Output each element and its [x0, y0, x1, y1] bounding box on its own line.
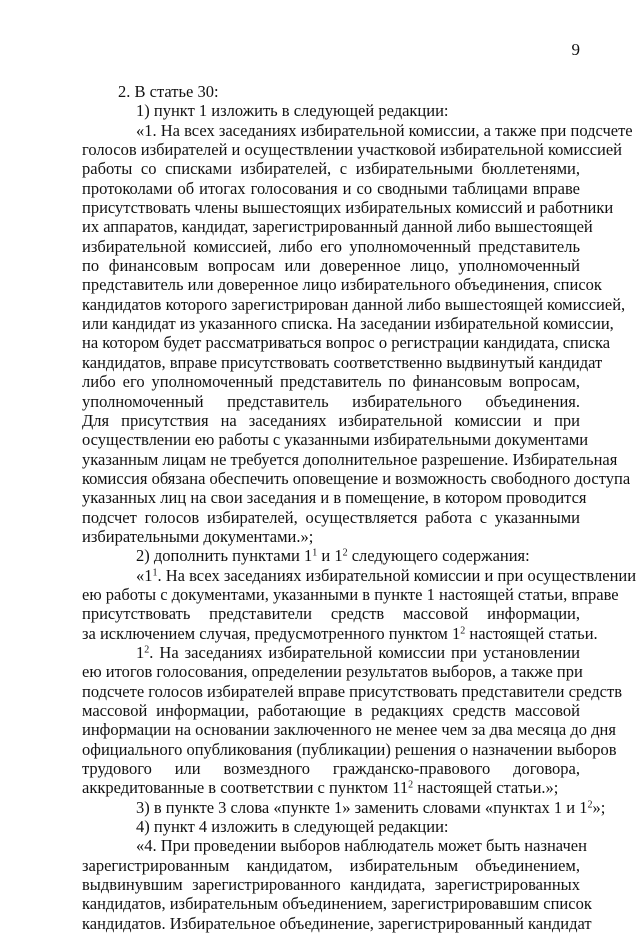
paragraph-line: кандидатов, избирательным объединением, зарегистрировавшим список: [82, 894, 592, 914]
paragraph-line: подсчет голосов избирателей, осуществляется работа с указанными: [82, 507, 580, 527]
paragraph-line: или кандидат из указанного списка. На заседании избирательной комиссии,: [82, 314, 614, 334]
paragraph-line: представитель или доверенное лицо избирательного объединения, список: [82, 275, 602, 295]
document-body: [82, 82, 637, 933]
paragraph-line: кандидатов, вправе присутствовать соответственно выдвинутый кандидат: [82, 352, 603, 372]
paragraph-line: протоколами об итогах голосования и со сводными таблицами вправе: [82, 178, 580, 198]
paragraph-line: «4. При проведении выборов наблюдатель может быть назначен: [136, 836, 587, 856]
paragraph-line: ею итогов голосования, определении результатов выборов, а также при: [82, 662, 583, 682]
paragraph-line: официального опубликования (публикации) решения о назначении выборов: [82, 739, 617, 759]
paragraph-line: голосов избирателей и осуществлении участковой избирательной комиссией: [82, 140, 623, 160]
paragraph-line: массовой информации, работающие в редакциях средств массовой: [82, 701, 580, 720]
paragraph-line: подсчете голосов избирателей вправе присутствовать представители средств: [82, 681, 623, 701]
paragraph-line: присутствовать представители средств массовой информации,: [82, 604, 580, 624]
paragraph-line: $1^2$. На заседаниях избирательной комиссии при установлении: [136, 642, 580, 662]
item-3-heading: 3) в пункте 3 слова «пункте 1» заменить словами «пунктах 1 и $1^2$»;: [136, 797, 606, 817]
paragraph-line: избирательными документами.»;: [82, 526, 314, 546]
paragraph-line: либо его уполномоченный представитель по финансовым вопросам,: [82, 372, 580, 392]
item-4-heading: 4) пункт 4 изложить в следующей редакции:: [136, 817, 449, 837]
paragraph-line: зарегистрированным кандидатом, избирательным объединением,: [82, 855, 580, 875]
paragraph-line: указанных лиц на свои заседания и в помещение, в котором проводится: [82, 488, 587, 508]
paragraph-line: осуществлении ею работы с указанными избирательными документами: [82, 430, 589, 450]
paragraph-line: «$1^1$. На всех заседаниях избирательной комиссии и при осуществлении: [136, 565, 637, 585]
item-2-heading: 2) дополнить пунктами $1^1$ и $1^2$ следующего содержания:: [136, 546, 530, 566]
paragraph-line: работы со списками избирателей, с избирательными бюллетенями,: [82, 159, 580, 179]
paragraph-line: аккредитованные в соответствии с пунктом $11^2$ настоящей статьи.»;: [82, 778, 559, 798]
item-1-heading: 1) пункт 1 изложить в следующей редакции:: [136, 101, 449, 121]
paragraph-line: комиссия обязана обеспечить оповещение и возможность свободного доступа: [82, 468, 631, 488]
paragraph-line: кандидатов. Избирательное объединение, зарегистрированный кандидат: [82, 913, 592, 933]
paragraph-line: уполномоченный представитель избирательного объединения.: [82, 391, 580, 411]
paragraph-line: выдвинувшим зарегистрированного кандидата, зарегистрированных: [82, 875, 580, 895]
paragraph-line: информации на основании заключенного не менее чем за два месяца до дня: [82, 720, 616, 740]
paragraph-line: трудового или возмездного гражданско-правового договора,: [82, 759, 580, 779]
paragraph-line: «1. На всех заседаниях избирательной комиссии, а также при подсчете: [136, 120, 633, 140]
paragraph-line: за исключением случая, предусмотренного пунктом $1^2$ настоящей статьи.: [82, 623, 598, 643]
paragraph-line: указанным лицам не требуется дополнительное разрешение. Избирательная: [82, 449, 618, 469]
paragraph-line: их аппаратов, кандидат, зарегистрированный данной либо вышестоящей: [82, 217, 593, 237]
paragraph-line: на котором будет рассматриваться вопрос о регистрации кандидата, списка: [82, 333, 611, 353]
paragraph-line: Для присутствия на заседаниях избирательной комиссии и при: [82, 410, 580, 430]
paragraph-line: присутствовать члены вышестоящих избирательных комиссий и работники: [82, 198, 614, 218]
paragraph-line: по финансовым вопросам или доверенное лицо, уполномоченный: [82, 256, 580, 276]
paragraph-line: ею работы с документами, указанными в пункте 1 настоящей статьи, вправе: [82, 584, 619, 604]
article-heading: 2. В статье 30:: [118, 82, 219, 101]
paragraph-line: избирательной комиссией, либо его уполномоченный представитель: [82, 236, 580, 256]
paragraph-line: кандидатов которого зарегистрирован данной либо вышестоящей комиссией,: [82, 294, 626, 314]
page-number: 9: [571, 40, 580, 59]
